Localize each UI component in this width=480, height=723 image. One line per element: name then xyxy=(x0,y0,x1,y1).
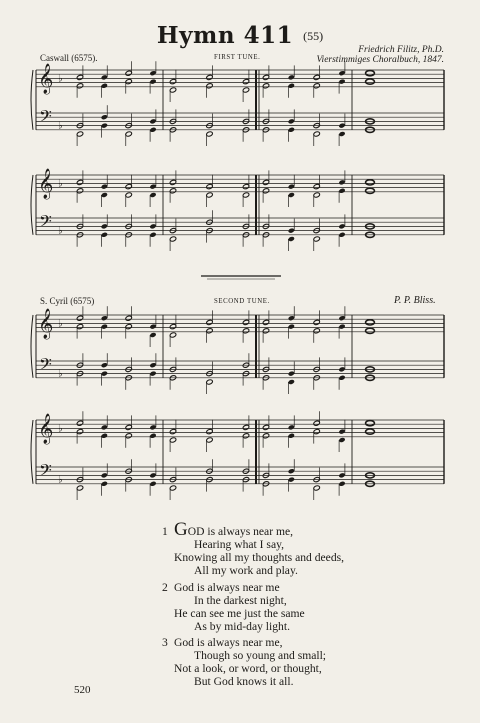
treble-note xyxy=(169,324,176,330)
stanza-1 xyxy=(162,519,345,577)
treble-note xyxy=(338,315,345,321)
treble-note xyxy=(338,429,345,435)
treble-note xyxy=(288,83,295,89)
treble-clef-icon: 𝄞 xyxy=(38,414,54,444)
treble-note xyxy=(101,433,108,439)
verse-line: As by mid-day light. xyxy=(194,620,290,633)
bass-note xyxy=(101,114,108,120)
treble-note xyxy=(76,324,83,330)
bass-note xyxy=(206,131,213,137)
treble-note xyxy=(313,184,320,190)
treble-note xyxy=(169,87,176,93)
flat-sign-icon: ♭ xyxy=(58,73,63,85)
tune1-name: Caswall (6575). xyxy=(40,53,98,63)
treble-note xyxy=(101,83,108,89)
bass-note xyxy=(288,236,295,242)
treble-note xyxy=(76,179,83,185)
bass-note xyxy=(101,371,108,377)
treble-note xyxy=(206,328,213,334)
bass-note xyxy=(76,131,83,137)
treble-note xyxy=(262,74,269,80)
bass-note xyxy=(288,468,295,474)
treble-note xyxy=(262,83,269,89)
verse-line: OD is always near me, xyxy=(187,525,294,538)
bass-note xyxy=(169,485,176,491)
treble-note xyxy=(262,433,269,439)
treble-note xyxy=(149,79,156,85)
bass-note xyxy=(101,472,108,478)
treble-note xyxy=(206,83,213,89)
treble-note xyxy=(169,332,176,338)
bass-note xyxy=(206,379,213,385)
verse-line: Hearing what I say, xyxy=(194,538,285,551)
treble-note xyxy=(262,179,269,185)
bass-note xyxy=(338,366,345,372)
treble-note xyxy=(149,424,156,430)
stanza-number: 3 xyxy=(162,636,168,649)
bass-note xyxy=(149,127,156,133)
flat-sign-icon: ♭ xyxy=(58,368,63,380)
treble-note xyxy=(288,184,295,190)
flat-sign-icon: ♭ xyxy=(58,178,63,190)
treble-note xyxy=(338,70,345,76)
credit-line-1: Friedrich Filitz, Ph.D. xyxy=(358,45,444,55)
flat-sign-icon: ♭ xyxy=(58,423,63,435)
bass-note xyxy=(338,223,345,229)
treble-note xyxy=(242,79,249,85)
verse-line: All my work and play. xyxy=(194,564,298,577)
bass-note xyxy=(76,485,83,491)
flat-sign-icon: ♭ xyxy=(58,318,63,330)
treble-note xyxy=(262,319,269,325)
treble-note xyxy=(149,70,156,76)
stanza-3 xyxy=(162,636,326,688)
treble-note xyxy=(76,83,83,89)
hymn-title: Hymn 411 xyxy=(156,22,294,49)
bass-clef-icon: 𝄢 xyxy=(39,211,52,235)
treble-clef-icon: 𝄞 xyxy=(38,169,54,199)
treble-note xyxy=(101,192,108,198)
treble-note xyxy=(76,188,83,194)
brace-icon xyxy=(31,315,33,378)
bass-note xyxy=(125,131,132,137)
drop-cap-letter: G xyxy=(174,519,188,540)
bass-note xyxy=(288,127,295,133)
credit-line-2: Vierstimmiges Choralbuch, 1847. xyxy=(316,55,444,65)
bass-note xyxy=(149,232,156,238)
tune2-name: S. Cyril (6575) xyxy=(40,296,95,306)
bass-clef-icon: 𝄢 xyxy=(39,354,52,378)
treble-note xyxy=(76,420,83,426)
treble-note xyxy=(101,74,108,80)
treble-note xyxy=(288,324,295,330)
treble-note xyxy=(149,433,156,439)
bass-note xyxy=(101,232,108,238)
treble-note xyxy=(288,192,295,198)
bass-note xyxy=(149,362,156,368)
hymn-number: (55) xyxy=(303,29,324,43)
treble-note xyxy=(169,429,176,435)
treble-note xyxy=(169,79,176,85)
stanza-number: 2 xyxy=(162,581,168,594)
treble-note xyxy=(101,315,108,321)
bass-note xyxy=(101,223,108,229)
brace-icon xyxy=(31,420,33,484)
treble-note xyxy=(101,424,108,430)
treble-note xyxy=(149,192,156,198)
tune2-composer: P. P. Bliss. xyxy=(394,295,436,306)
bass-note xyxy=(101,123,108,129)
treble-note xyxy=(242,192,249,198)
verse-line: God is always near me, xyxy=(174,636,283,649)
flat-sign-icon: ♭ xyxy=(58,225,63,237)
whole-note xyxy=(366,421,375,426)
treble-note xyxy=(206,74,213,80)
verse-line: But God knows it all. xyxy=(194,675,294,688)
whole-note xyxy=(366,79,375,84)
bass-clef-icon: 𝄢 xyxy=(39,106,52,130)
treble-note xyxy=(206,319,213,325)
bass-note xyxy=(149,118,156,124)
treble-note xyxy=(101,184,108,190)
bass-note xyxy=(149,223,156,229)
treble-note xyxy=(101,324,108,330)
treble-note xyxy=(288,315,295,321)
bass-note xyxy=(338,131,345,137)
bass-note xyxy=(338,232,345,238)
treble-note xyxy=(262,328,269,334)
treble-note xyxy=(338,324,345,330)
bass-note xyxy=(101,481,108,487)
treble-note xyxy=(206,184,213,190)
treble-note xyxy=(313,429,320,435)
treble-note xyxy=(125,79,132,85)
treble-note xyxy=(125,192,132,198)
treble-note xyxy=(338,179,345,185)
bass-note xyxy=(338,472,345,478)
treble-note xyxy=(313,328,320,334)
treble-note xyxy=(76,429,83,435)
treble-note xyxy=(288,424,295,430)
bass-note xyxy=(149,371,156,377)
treble-note xyxy=(242,433,249,439)
treble-note xyxy=(242,184,249,190)
bass-note xyxy=(288,379,295,385)
treble-note xyxy=(206,429,213,435)
verse-line: Knowing all my thoughts and deeds, xyxy=(174,551,345,564)
bass-note xyxy=(149,472,156,478)
treble-note xyxy=(288,433,295,439)
bass-note xyxy=(338,481,345,487)
verse-line: Not a look, or word, or thought, xyxy=(174,662,322,675)
whole-note xyxy=(366,328,375,333)
bass-clef-icon: 𝄢 xyxy=(39,460,52,484)
treble-note xyxy=(125,184,132,190)
treble-note xyxy=(262,424,269,430)
treble-note xyxy=(242,424,249,430)
whole-note xyxy=(366,180,375,185)
brace-icon xyxy=(31,70,33,130)
treble-note xyxy=(169,188,176,194)
bass-note xyxy=(149,481,156,487)
flat-sign-icon: ♭ xyxy=(58,474,63,486)
treble-note xyxy=(125,315,132,321)
treble-note xyxy=(338,79,345,85)
treble-note xyxy=(313,319,320,325)
verse-line: He can see me just the same xyxy=(174,607,305,620)
treble-note xyxy=(169,437,176,443)
verse-line: God is always near me xyxy=(174,581,280,594)
treble-note xyxy=(313,192,320,198)
bass-note xyxy=(288,477,295,483)
treble-note xyxy=(169,179,176,185)
treble-clef-icon: 𝄞 xyxy=(38,64,54,94)
bass-note xyxy=(313,131,320,137)
treble-note xyxy=(125,433,132,439)
treble-note xyxy=(262,188,269,194)
flat-sign-icon: ♭ xyxy=(58,120,63,132)
bass-note xyxy=(338,375,345,381)
verse-line: In the darkest night, xyxy=(194,594,287,607)
treble-note xyxy=(76,74,83,80)
treble-note xyxy=(125,70,132,76)
verse-line: Though so young and small; xyxy=(194,649,327,662)
treble-note xyxy=(76,315,83,321)
treble-note xyxy=(313,83,320,89)
treble-note xyxy=(149,184,156,190)
stanza-number: 1 xyxy=(162,525,168,538)
treble-note xyxy=(338,188,345,194)
page-number: 520 xyxy=(74,684,91,696)
treble-note xyxy=(149,332,156,338)
treble-note xyxy=(242,87,249,93)
treble-note xyxy=(149,324,156,330)
treble-note xyxy=(242,319,249,325)
treble-note xyxy=(313,74,320,80)
whole-note xyxy=(366,320,375,325)
whole-note xyxy=(366,429,375,434)
brace-icon xyxy=(31,175,33,235)
stanza-2 xyxy=(162,581,305,633)
bass-note xyxy=(169,236,176,242)
treble-note xyxy=(242,328,249,334)
bass-note xyxy=(288,371,295,377)
bass-note xyxy=(288,228,295,234)
tune2-label: SECOND TUNE. xyxy=(214,298,270,305)
bass-note xyxy=(313,236,320,242)
bass-note xyxy=(338,123,345,129)
whole-note xyxy=(366,71,375,76)
treble-note xyxy=(125,424,132,430)
treble-note xyxy=(206,192,213,198)
treble-note xyxy=(206,437,213,443)
treble-note xyxy=(338,437,345,443)
tune1-label: FIRST TUNE. xyxy=(214,54,261,61)
treble-note xyxy=(125,324,132,330)
treble-note xyxy=(288,74,295,80)
bass-note xyxy=(101,362,108,368)
treble-clef-icon: 𝄞 xyxy=(38,309,54,339)
bass-note xyxy=(288,118,295,124)
bass-note xyxy=(313,485,320,491)
whole-note xyxy=(366,188,375,193)
treble-note xyxy=(313,420,320,426)
